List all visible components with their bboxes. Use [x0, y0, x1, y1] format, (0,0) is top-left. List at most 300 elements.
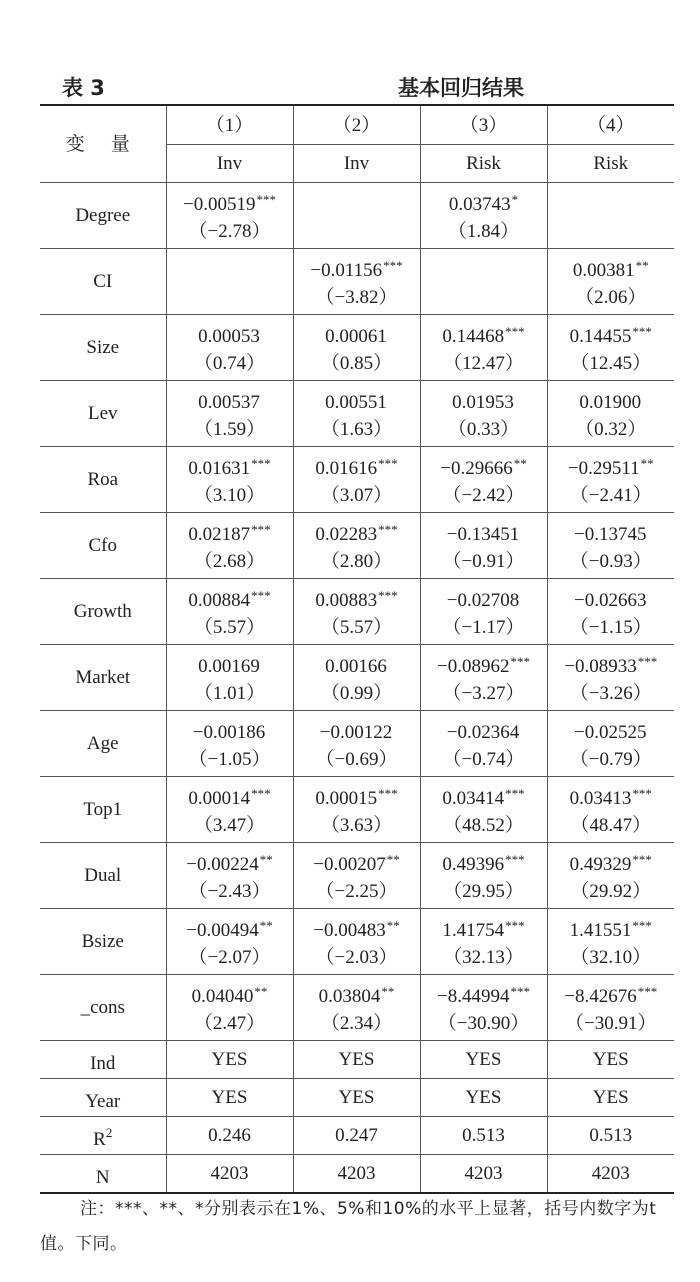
coefficient-line: [548, 252, 675, 284]
t-value: （−2.78）: [188, 221, 271, 242]
summary-value: YES: [547, 1079, 674, 1117]
t-value: （2.47）: [193, 1013, 266, 1034]
coefficient-line: [548, 912, 675, 944]
coefficient-value: −0.02708: [446, 590, 520, 611]
coefficient-value: 0.49329: [569, 854, 632, 875]
coefficient-line: [548, 200, 675, 232]
variable-name: Size: [40, 315, 166, 381]
coefficient-cell: [547, 579, 674, 645]
t-value: （3.47）: [193, 815, 266, 836]
coefficient-cell: [166, 777, 293, 843]
coefficient-line: [167, 582, 293, 614]
variable-name: Dual: [40, 843, 166, 909]
coefficient-value: 0.02187: [188, 524, 251, 545]
coefficient-cell: [166, 315, 293, 381]
significance-stars: **: [381, 984, 395, 999]
summary-value: 4203: [293, 1155, 420, 1194]
coefficient-cell: [293, 843, 420, 909]
coefficient-line: [421, 714, 547, 746]
t-value: （−3.27）: [442, 683, 525, 704]
coefficient-value: 0.02283: [315, 524, 378, 545]
t-value: （−0.74）: [442, 749, 525, 770]
coefficient-cell: [293, 315, 420, 381]
t-value: （−2.43）: [188, 881, 271, 902]
coefficient-value: −0.08962: [437, 656, 510, 677]
t-value: （29.92）: [570, 881, 652, 902]
table-caption: [40, 70, 672, 102]
coefficient-cell: [547, 513, 674, 579]
coefficient-line: [294, 912, 420, 944]
variable-name: CI: [40, 249, 166, 315]
coefficient-value: −0.00122: [319, 722, 393, 743]
summary-name: [40, 1155, 166, 1194]
coefficient-cell: [166, 975, 293, 1041]
significance-stars: **: [386, 918, 400, 933]
significance-stars: ***: [378, 456, 398, 471]
coefficient-cell: [166, 645, 293, 711]
coefficient-cell: [293, 975, 420, 1041]
coefficient-cell: [420, 843, 547, 909]
coefficient-value: 0.14455: [569, 326, 632, 347]
summary-value: 0.513: [420, 1117, 547, 1155]
significance-stars: **: [259, 918, 273, 933]
column-number: （4）: [547, 105, 674, 145]
summary-label: Year: [85, 1090, 121, 1112]
t-value: （−2.03）: [315, 947, 398, 968]
coefficient-value: −0.02525: [574, 722, 647, 743]
t-value: （1.63）: [320, 419, 393, 440]
coefficient-value: 0.00551: [325, 392, 387, 413]
summary-value: 4203: [420, 1155, 547, 1194]
table-number: 表 3: [62, 76, 105, 100]
coefficient-line: [167, 978, 293, 1010]
t-value: （3.07）: [320, 485, 393, 506]
coefficient-cell: [420, 183, 547, 249]
coefficient-cell: [420, 249, 547, 315]
dependent-variable: Risk: [420, 145, 547, 183]
coefficient-line: [421, 648, 547, 680]
table-row: [40, 777, 674, 843]
significance-stars: **: [386, 852, 400, 867]
coefficient-cell: [166, 249, 293, 315]
coefficient-line: [294, 714, 420, 746]
significance-stars: *: [511, 192, 519, 207]
coefficient-line: [421, 516, 547, 548]
coefficient-cell: [420, 777, 547, 843]
t-value: （−1.05）: [188, 749, 271, 770]
coefficient-value: 0.00053: [198, 326, 260, 347]
coefficient-line: [421, 266, 547, 298]
coefficient-cell: [420, 315, 547, 381]
coefficient-cell: [293, 513, 420, 579]
coefficient-line: [548, 978, 675, 1010]
t-value: （48.52）: [443, 815, 524, 836]
coefficient-cell: [293, 579, 420, 645]
summary-name: [40, 1041, 166, 1079]
coefficient-value: −8.44994: [437, 986, 510, 1007]
coefficient-value: −0.00207: [313, 854, 386, 875]
coefficient-cell: [166, 381, 293, 447]
coefficient-line: [294, 252, 420, 284]
coefficient-cell: [293, 249, 420, 315]
coefficient-cell: [420, 513, 547, 579]
coefficient-line: [548, 648, 675, 680]
coefficient-value: 0.49396: [442, 854, 505, 875]
t-value: （−0.69）: [315, 749, 398, 770]
coefficient-cell: [547, 183, 674, 249]
summary-row: [40, 1155, 674, 1194]
t-value: （−1.15）: [569, 617, 652, 638]
summary-value: YES: [166, 1041, 293, 1079]
table-row: [40, 645, 674, 711]
coefficient-line: [167, 266, 293, 298]
summary-value: YES: [166, 1079, 293, 1117]
coefficient-line: [294, 780, 420, 812]
coefficient-line: [167, 648, 293, 680]
variable-name: _cons: [40, 975, 166, 1041]
significance-stars: ***: [632, 786, 652, 801]
coefficient-value: 0.01900: [579, 392, 642, 413]
coefficient-value: 0.03743: [448, 194, 511, 215]
coefficient-value: −0.00519: [183, 194, 256, 215]
coefficient-cell: [420, 711, 547, 777]
t-value: （−3.82）: [315, 287, 398, 308]
coefficient-line: [167, 516, 293, 548]
coefficient-line: [167, 846, 293, 878]
t-value: （−2.41）: [569, 485, 652, 506]
summary-row: [40, 1117, 674, 1155]
table-row: [40, 183, 674, 249]
t-value: （5.57）: [320, 617, 393, 638]
coefficient-cell: [166, 843, 293, 909]
coefficient-line: [421, 384, 547, 416]
coefficient-line: [294, 450, 420, 482]
coefficient-cell: [547, 711, 674, 777]
coefficient-cell: [166, 909, 293, 975]
coefficient-cell: [166, 447, 293, 513]
table-row: [40, 711, 674, 777]
coefficient-line: [548, 318, 675, 350]
table-row: [40, 447, 674, 513]
t-value: （29.95）: [443, 881, 524, 902]
summary-value: 0.246: [166, 1117, 293, 1155]
coefficient-cell: [547, 249, 674, 315]
summary-label: Ind: [90, 1052, 116, 1074]
variable-name: Growth: [40, 579, 166, 645]
coefficient-cell: [293, 909, 420, 975]
variable-name: Degree: [40, 183, 166, 249]
coefficient-line: [548, 450, 675, 482]
summary-value: 0.247: [293, 1117, 420, 1155]
significance-stars: ***: [632, 918, 652, 933]
significance-stars: ***: [510, 984, 530, 999]
significance-stars: **: [513, 456, 527, 471]
coefficient-line: [421, 318, 547, 350]
table-row: [40, 381, 674, 447]
t-value: （32.10）: [570, 947, 652, 968]
coefficient-cell: [166, 513, 293, 579]
coefficient-cell: [166, 183, 293, 249]
coefficient-line: [421, 912, 547, 944]
summary-superscript: 2: [105, 1124, 113, 1140]
summary-value: YES: [293, 1041, 420, 1079]
t-value: （0.32）: [575, 419, 647, 440]
coefficient-value: 1.41754: [442, 920, 505, 941]
t-value: （−2.42）: [442, 485, 525, 506]
summary-value: YES: [420, 1079, 547, 1117]
t-value: （1.84）: [447, 221, 520, 242]
table-row: [40, 513, 674, 579]
coefficient-value: 0.03414: [442, 788, 505, 809]
coefficient-line: [421, 780, 547, 812]
t-value: （32.13）: [443, 947, 524, 968]
t-value: （0.74）: [193, 353, 266, 374]
t-value: （3.63）: [320, 815, 393, 836]
coefficient-value: 0.00169: [198, 656, 260, 677]
coefficient-line: [294, 648, 420, 680]
coefficient-line: [294, 318, 420, 350]
t-value: （−30.91）: [565, 1013, 657, 1034]
t-value: （0.33）: [447, 419, 520, 440]
coefficient-value: −0.13451: [446, 524, 520, 545]
coefficient-line: [294, 582, 420, 614]
variable-name: Bsize: [40, 909, 166, 975]
coefficient-line: [421, 978, 547, 1010]
coefficient-value: −0.00483: [313, 920, 386, 941]
summary-row: [40, 1079, 674, 1117]
variable-name: Age: [40, 711, 166, 777]
coefficient-line: [294, 200, 420, 232]
regression-table: [40, 104, 674, 1194]
significance-stars: ***: [251, 522, 271, 537]
significance-stars: ***: [383, 258, 403, 273]
coefficient-value: −0.00494: [186, 920, 259, 941]
summary-value: 0.513: [547, 1117, 674, 1155]
table-row: [40, 579, 674, 645]
significance-stars: **: [259, 852, 273, 867]
dependent-variable: Inv: [293, 145, 420, 183]
coefficient-value: −0.08933: [564, 656, 637, 677]
coefficient-value: 0.00884: [188, 590, 251, 611]
significance-stars: ***: [510, 654, 530, 669]
summary-name: [40, 1079, 166, 1117]
significance-stars: ***: [378, 786, 398, 801]
dependent-variable: Inv: [166, 145, 293, 183]
coefficient-line: [294, 846, 420, 878]
coefficient-line: [548, 714, 675, 746]
table-row: [40, 843, 674, 909]
coefficient-value: 0.01631: [188, 458, 251, 479]
coefficient-value: 0.03413: [569, 788, 632, 809]
t-value: （−3.26）: [569, 683, 652, 704]
t-value: （−0.93）: [569, 551, 652, 572]
table-row: [40, 909, 674, 975]
t-value: （2.34）: [320, 1013, 393, 1034]
coefficient-value: 0.00537: [198, 392, 260, 413]
coefficient-value: 0.00166: [325, 656, 387, 677]
coefficient-line: [548, 516, 675, 548]
coefficient-cell: [293, 447, 420, 513]
significance-stars: ***: [505, 918, 525, 933]
coefficient-cell: [547, 645, 674, 711]
coefficient-value: 0.01953: [452, 392, 514, 413]
significance-stars: ***: [378, 588, 398, 603]
summary-value: 4203: [547, 1155, 674, 1194]
coefficient-value: 0.00015: [315, 788, 378, 809]
table-row: [40, 315, 674, 381]
summary-label: N: [95, 1166, 110, 1188]
coefficient-line: [421, 846, 547, 878]
significance-stars: ***: [378, 522, 398, 537]
table-note: 注：***、**、*分别表示在1%、5%和10%的水平上显著，括号内数字为t值。下同。: [40, 1199, 657, 1254]
t-value: （12.45）: [570, 353, 652, 374]
coefficient-cell: [547, 381, 674, 447]
coefficient-value: 0.00381: [572, 260, 635, 281]
coefficient-value: −0.02663: [574, 590, 647, 611]
significance-stars: ***: [632, 852, 652, 867]
coefficient-value: 0.03804: [318, 986, 381, 1007]
coefficient-value: −8.42676: [564, 986, 637, 1007]
significance-stars: ***: [637, 984, 658, 999]
coefficient-cell: [420, 447, 547, 513]
coefficient-line: [167, 384, 293, 416]
coefficient-cell: [547, 447, 674, 513]
variable-name: Roa: [40, 447, 166, 513]
coefficient-value: −0.00224: [186, 854, 259, 875]
t-value: （3.10）: [193, 485, 266, 506]
coefficient-value: −0.02364: [446, 722, 520, 743]
coefficient-cell: [420, 909, 547, 975]
coefficient-line: [294, 978, 420, 1010]
coefficient-cell: [293, 777, 420, 843]
coefficient-line: [421, 582, 547, 614]
coefficient-line: [548, 582, 675, 614]
coefficient-value: −0.29666: [440, 458, 513, 479]
t-value: （2.06）: [575, 287, 647, 308]
coefficient-value: −0.29511: [567, 458, 640, 479]
column-number: （2）: [293, 105, 420, 145]
coefficient-value: 0.14468: [442, 326, 505, 347]
coefficient-value: 0.00061: [325, 326, 387, 347]
t-value: （0.85）: [320, 353, 393, 374]
coefficient-cell: [293, 711, 420, 777]
coefficient-value: −0.01156: [310, 260, 383, 281]
t-value: （−2.07）: [188, 947, 271, 968]
coefficient-cell: [166, 579, 293, 645]
t-value: （5.57）: [193, 617, 266, 638]
coefficient-line: [167, 450, 293, 482]
t-value: （2.80）: [320, 551, 393, 572]
coefficient-cell: [547, 975, 674, 1041]
coefficient-value: −0.13745: [574, 524, 647, 545]
variable-name: Lev: [40, 381, 166, 447]
t-value: （1.59）: [193, 419, 266, 440]
summary-name: [40, 1117, 166, 1155]
column-number: （1）: [166, 105, 293, 145]
coefficient-value: 0.00014: [188, 788, 251, 809]
coefficient-cell: [547, 315, 674, 381]
summary-value: YES: [293, 1079, 420, 1117]
summary-row: [40, 1041, 674, 1079]
coefficient-cell: [293, 381, 420, 447]
coefficient-line: [548, 384, 675, 416]
t-value: （−2.25）: [315, 881, 398, 902]
coefficient-cell: [293, 645, 420, 711]
t-value: （−0.91）: [442, 551, 525, 572]
coefficient-cell: [420, 975, 547, 1041]
coefficient-value: 1.41551: [569, 920, 632, 941]
t-value: （2.68）: [193, 551, 266, 572]
summary-value: YES: [420, 1041, 547, 1079]
coefficient-line: [167, 912, 293, 944]
significance-stars: ***: [251, 786, 271, 801]
coefficient-cell: [166, 711, 293, 777]
significance-stars: **: [254, 984, 268, 999]
significance-stars: ***: [505, 786, 525, 801]
variable-header: 变 量: [40, 105, 166, 183]
significance-stars: **: [635, 258, 649, 273]
significance-stars: ***: [505, 324, 525, 339]
coefficient-line: [294, 516, 420, 548]
significance-stars: ***: [251, 456, 271, 471]
table-row: [40, 975, 674, 1041]
variable-name: Market: [40, 645, 166, 711]
coefficient-value: 0.00883: [315, 590, 378, 611]
significance-stars: ***: [637, 654, 658, 669]
coefficient-cell: [293, 183, 420, 249]
coefficient-line: [167, 780, 293, 812]
significance-stars: ***: [505, 852, 525, 867]
variable-name: Cfo: [40, 513, 166, 579]
t-value: （1.01）: [193, 683, 266, 704]
t-value: （0.99）: [320, 683, 393, 704]
column-number: （3）: [420, 105, 547, 145]
t-value: （−0.79）: [569, 749, 652, 770]
significance-stars: **: [640, 456, 654, 471]
t-value: （−1.17）: [442, 617, 525, 638]
coefficient-line: [167, 186, 293, 218]
coefficient-line: [548, 780, 675, 812]
summary-value: YES: [547, 1041, 674, 1079]
summary-value: 4203: [166, 1155, 293, 1194]
coefficient-cell: [420, 645, 547, 711]
coefficient-line: [548, 846, 675, 878]
t-value: （48.47）: [570, 815, 652, 836]
coefficient-cell: [547, 843, 674, 909]
significance-stars: ***: [256, 192, 276, 207]
coefficient-value: 0.04040: [191, 986, 254, 1007]
table-row: [40, 249, 674, 315]
summary-label: R: [93, 1128, 106, 1150]
t-value: （12.47）: [443, 353, 524, 374]
significance-stars: ***: [251, 588, 271, 603]
coefficient-line: [167, 318, 293, 350]
coefficient-value: −0.00186: [192, 722, 266, 743]
coefficient-line: [294, 384, 420, 416]
significance-stars: ***: [632, 324, 652, 339]
coefficient-value: 0.01616: [315, 458, 378, 479]
t-value: （−30.90）: [437, 1013, 530, 1034]
header-row-columns: [40, 105, 674, 145]
variable-name: Top1: [40, 777, 166, 843]
table-title: 基本回归结果: [398, 76, 524, 100]
coefficient-cell: [547, 777, 674, 843]
coefficient-line: [421, 450, 547, 482]
coefficient-cell: [420, 381, 547, 447]
dependent-variable: Risk: [547, 145, 674, 183]
coefficient-cell: [547, 909, 674, 975]
coefficient-line: [421, 186, 547, 218]
